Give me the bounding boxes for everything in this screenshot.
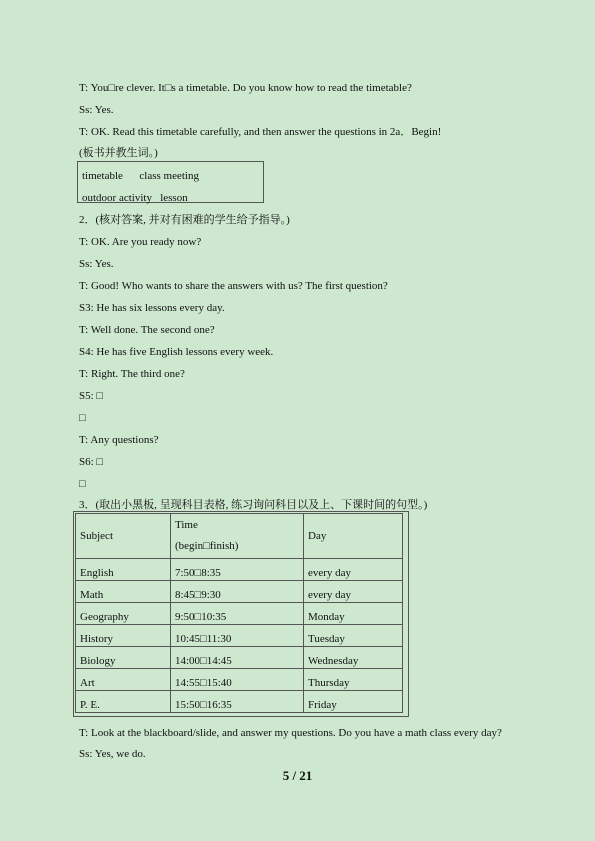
cell-day: Thursday: [304, 669, 403, 691]
section-heading-2: 2．(核对答案, 并对有困难的学生给予指导。): [79, 214, 290, 226]
header-time-sub: (begin□finish): [175, 540, 239, 552]
cell-time: 15:50□16:35: [171, 691, 304, 713]
cell-time: 14:55□15:40: [171, 669, 304, 691]
table-row: [76, 647, 403, 669]
header-subject: Subject: [76, 514, 171, 559]
text-line: T: Any questions?: [79, 434, 159, 446]
text-line: T: OK. Are you ready now?: [79, 236, 202, 248]
cell-day: Tuesday: [304, 625, 403, 647]
table-row: [76, 625, 403, 647]
cell-time: 8:45□9:30: [171, 581, 304, 603]
table-row: [76, 669, 403, 691]
text-line: S6: □: [79, 456, 104, 468]
cell-subject: History: [76, 625, 171, 647]
text-line: □: [79, 478, 86, 490]
text-line: S5: □: [79, 390, 104, 402]
text-line: T: You□re clever. It□s a timetable. Do you know how to read the timetable?: [79, 82, 412, 94]
text-line: T: OK. Read this timetable carefully, and then answer the questions in 2a．Begin!: [79, 126, 442, 138]
text-line: T: Look at the blackboard/slide, and answer my questions. Do you have a math class every day?: [79, 727, 502, 739]
text-line: Ss: Yes.: [79, 104, 114, 116]
table-header-row: [76, 514, 403, 559]
table-row: [76, 559, 403, 581]
timetable-table: [75, 513, 403, 713]
cell-day: every day: [304, 581, 403, 603]
cell-subject: Art: [76, 669, 171, 691]
cell-subject: Geography: [76, 603, 171, 625]
table-row: [76, 603, 403, 625]
text-line: S3: He has six lessons every day.: [79, 302, 225, 314]
cell-subject: P. E.: [76, 691, 171, 713]
vocabulary-box: [77, 161, 264, 203]
cell-time: 10:45□11:30: [171, 625, 304, 647]
text-line: S4: He has five English lessons every week.: [79, 346, 274, 358]
text-line: T: Right. The third one?: [79, 368, 185, 380]
header-day: Day: [304, 514, 403, 559]
text-line: T: Well done. The second one?: [79, 324, 215, 336]
page-number: 5 / 21: [282, 768, 313, 783]
table-row: [76, 691, 403, 713]
header-time-label: Time: [175, 519, 198, 531]
cell-time: 7:50□8:35: [171, 559, 304, 581]
table-row: [76, 581, 403, 603]
cell-subject: English: [76, 559, 171, 581]
cell-day: every day: [304, 559, 403, 581]
vocab-line: outdoor activity lesson: [82, 192, 188, 204]
cell-day: Friday: [304, 691, 403, 713]
vocab-line: timetable class meeting: [82, 170, 199, 182]
cell-time: 9:50□10:35: [171, 603, 304, 625]
cell-day: Monday: [304, 603, 403, 625]
text-line: T: Good! Who wants to share the answers with us? The first question?: [79, 280, 388, 292]
section-heading-3: 3．(取出小黑板, 呈现科目表格, 练习询问科目以及上、下课时间的句型。): [79, 499, 428, 511]
cell-day: Wednesday: [304, 647, 403, 669]
text-line: Ss: Yes, we do.: [79, 748, 146, 760]
cell-time: 14:00□14:45: [171, 647, 304, 669]
cell-subject: Math: [76, 581, 171, 603]
text-line: (板书并教生词。): [79, 147, 158, 159]
text-line: Ss: Yes.: [79, 258, 114, 270]
header-time: [171, 514, 304, 559]
text-line: □: [79, 412, 86, 424]
cell-subject: Biology: [76, 647, 171, 669]
